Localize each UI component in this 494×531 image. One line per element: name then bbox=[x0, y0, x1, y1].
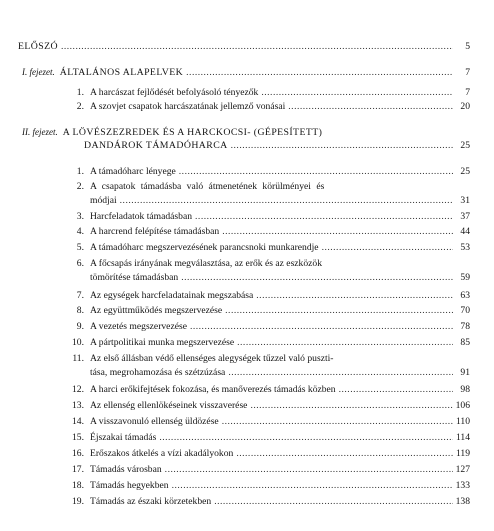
toc-entry bbox=[68, 400, 470, 411]
leader-dots bbox=[261, 87, 453, 98]
page-number: 114 bbox=[455, 432, 470, 443]
leader-dots bbox=[61, 41, 453, 52]
entry-title: A pártpolitikai munka megszervezése bbox=[90, 337, 235, 348]
entry-number: 9. bbox=[76, 321, 84, 332]
toc-entry bbox=[68, 384, 470, 395]
entry-title: Az együttműködés megszervezése bbox=[90, 305, 223, 316]
entry-number: 12. bbox=[72, 384, 84, 395]
toc-entry bbox=[68, 181, 470, 192]
chapter-title-line1: A LÖVÉSZEZREDEK ÉS A HARCKOCSI- (GÉPESÍTETT) bbox=[62, 127, 323, 138]
entry-title: Az ellenség ellenlökéseinek visszaverése bbox=[90, 400, 248, 411]
entry-number: 16. bbox=[72, 448, 84, 459]
toc-entry-cont bbox=[90, 195, 470, 206]
entry-number: 17. bbox=[72, 464, 84, 475]
leader-dots bbox=[159, 432, 453, 443]
toc-entry bbox=[68, 226, 470, 237]
page-number: 25 bbox=[460, 140, 470, 151]
entry-number: 1. bbox=[76, 87, 84, 98]
entry-title: A főcsapás irányának megválasztása, az erők és az eszközök bbox=[90, 258, 323, 269]
leader-dots bbox=[288, 101, 453, 112]
entry-title: Támadás az északi körzetekben bbox=[90, 496, 212, 507]
toc-entry bbox=[68, 258, 470, 269]
entry-title: A szovjet csapatok harcászatának jellemző vonásai bbox=[90, 101, 286, 112]
entry-title: Támadás hegyekben bbox=[90, 480, 169, 491]
page-number: 44 bbox=[460, 226, 470, 237]
entry-number: 19. bbox=[72, 496, 84, 507]
page-number: 138 bbox=[455, 496, 470, 507]
entry-number: 10. bbox=[72, 337, 84, 348]
entry-title: Éjszakai támadás bbox=[90, 432, 157, 443]
toc-entry bbox=[68, 353, 470, 364]
toc-entry-cont bbox=[90, 367, 470, 378]
entry-number: 2. bbox=[76, 181, 84, 192]
entry-title-cont: módjai bbox=[90, 195, 117, 206]
leader-dots bbox=[120, 195, 453, 206]
page-number: 20 bbox=[460, 101, 470, 112]
entry-title-cont: tömörítése támadásban bbox=[90, 272, 179, 283]
entry-number: 5. bbox=[76, 242, 84, 253]
leader-dots bbox=[190, 321, 453, 332]
page-number: 7 bbox=[465, 87, 470, 98]
toc-entry bbox=[68, 448, 470, 459]
entry-title: A csapatok támadásba való átmenetének körülményei és bbox=[90, 181, 325, 192]
leader-dots bbox=[231, 140, 453, 151]
entry-title: Az első állásban védő ellenséges alegységek tűzzel való puszti- bbox=[90, 353, 334, 364]
entry-number: 13. bbox=[72, 400, 84, 411]
leader-dots bbox=[222, 226, 453, 237]
entry-title: A harci erőkifejtések fokozása, és manőverezés támadás közben bbox=[90, 384, 336, 395]
toc-entry-preface bbox=[18, 41, 470, 52]
leader-dots bbox=[172, 480, 453, 491]
leader-dots bbox=[237, 337, 453, 348]
page-number: 70 bbox=[460, 305, 470, 316]
entry-number: 3. bbox=[76, 211, 84, 222]
leader-dots bbox=[214, 496, 452, 507]
entry-number: 18. bbox=[72, 480, 84, 491]
toc-entry bbox=[68, 496, 470, 507]
page-number: 5 bbox=[465, 41, 470, 52]
toc-entry bbox=[68, 432, 470, 443]
entry-title: Támadás városban bbox=[90, 464, 162, 475]
leader-dots bbox=[225, 305, 453, 316]
entry-number: 6. bbox=[76, 258, 84, 269]
entry-title-cont: tása, megrohamozása és szétzúzása bbox=[90, 367, 226, 378]
chapter-label: I. fejezet. bbox=[22, 67, 55, 77]
page-number: 7 bbox=[465, 67, 470, 78]
leader-dots bbox=[250, 400, 452, 411]
toc-entry bbox=[68, 290, 470, 301]
leader-dots bbox=[339, 384, 453, 395]
chapter-label: II. fejezet. bbox=[22, 127, 58, 137]
page-number: 91 bbox=[460, 367, 470, 378]
entry-title: Erőszakos átkelés a vízi akadályokon bbox=[90, 448, 234, 459]
chapter-heading-2-cont bbox=[84, 140, 470, 151]
leader-dots bbox=[195, 211, 453, 222]
toc-entry bbox=[68, 464, 470, 475]
entry-number: 2. bbox=[76, 101, 84, 112]
toc-entry bbox=[68, 101, 470, 112]
toc-entry bbox=[68, 87, 470, 98]
toc-entry bbox=[68, 337, 470, 348]
chapter-heading-1 bbox=[22, 67, 470, 78]
page-number: 106 bbox=[455, 400, 470, 411]
toc-entry-cont bbox=[90, 272, 470, 283]
page-number: 133 bbox=[455, 480, 470, 491]
entry-number: 1. bbox=[76, 166, 84, 177]
chapter-heading-2 bbox=[22, 127, 470, 138]
toc-entry bbox=[68, 166, 470, 177]
leader-dots bbox=[322, 242, 453, 253]
entry-title: A harcászat fejlődését befolyásoló tényezők bbox=[90, 87, 259, 98]
entry-number: 15. bbox=[72, 432, 84, 443]
preface-title: ELŐSZÓ bbox=[18, 41, 58, 52]
entry-title: A visszavonuló ellenség üldözése bbox=[90, 416, 219, 427]
page-number: 85 bbox=[460, 337, 470, 348]
leader-dots bbox=[236, 448, 453, 459]
page-number: 37 bbox=[460, 211, 470, 222]
leader-dots bbox=[186, 67, 453, 78]
entry-title: A vezetés megszervezése bbox=[90, 321, 187, 332]
toc-entry bbox=[68, 211, 470, 222]
page-number: 25 bbox=[460, 166, 470, 177]
page-number: 119 bbox=[455, 448, 470, 459]
leader-dots bbox=[179, 166, 453, 177]
page-number: 31 bbox=[460, 195, 470, 206]
entry-title: Az egységek harcfeladatainak megszabása bbox=[90, 290, 254, 301]
leader-dots bbox=[222, 416, 453, 427]
entry-title: A harcrend felépítése támadásban bbox=[90, 226, 220, 237]
entry-number: 4. bbox=[76, 226, 84, 237]
entry-title: A támadóharc megszervezésének parancsnoki munkarendje bbox=[90, 242, 319, 253]
leader-dots bbox=[228, 367, 453, 378]
chapter-title: ÁLTALÁNOS ALAPELVEK bbox=[59, 67, 184, 78]
page-number: 98 bbox=[460, 384, 470, 395]
toc-entry bbox=[68, 480, 470, 491]
entry-number: 14. bbox=[72, 416, 84, 427]
page-number: 59 bbox=[460, 272, 470, 283]
page-number: 78 bbox=[460, 321, 470, 332]
leader-dots bbox=[256, 290, 453, 301]
toc-entry bbox=[68, 321, 470, 332]
page-number: 63 bbox=[460, 290, 470, 301]
page-number: 127 bbox=[455, 464, 470, 475]
page-number: 110 bbox=[455, 416, 470, 427]
entry-title: Harcfeladatok támadásban bbox=[90, 211, 193, 222]
toc-entry bbox=[68, 242, 470, 253]
page-number: 53 bbox=[460, 242, 470, 253]
leader-dots bbox=[165, 464, 453, 475]
entry-number: 11. bbox=[72, 353, 84, 364]
chapter-title-line2: DANDÁROK TÁMADÓHARCA bbox=[84, 140, 228, 151]
toc-entry bbox=[68, 305, 470, 316]
entry-title: A támadóharc lényege bbox=[90, 166, 176, 177]
entry-number: 7. bbox=[76, 290, 84, 301]
toc-entry bbox=[68, 416, 470, 427]
leader-dots bbox=[181, 272, 453, 283]
entry-number: 8. bbox=[76, 305, 84, 316]
